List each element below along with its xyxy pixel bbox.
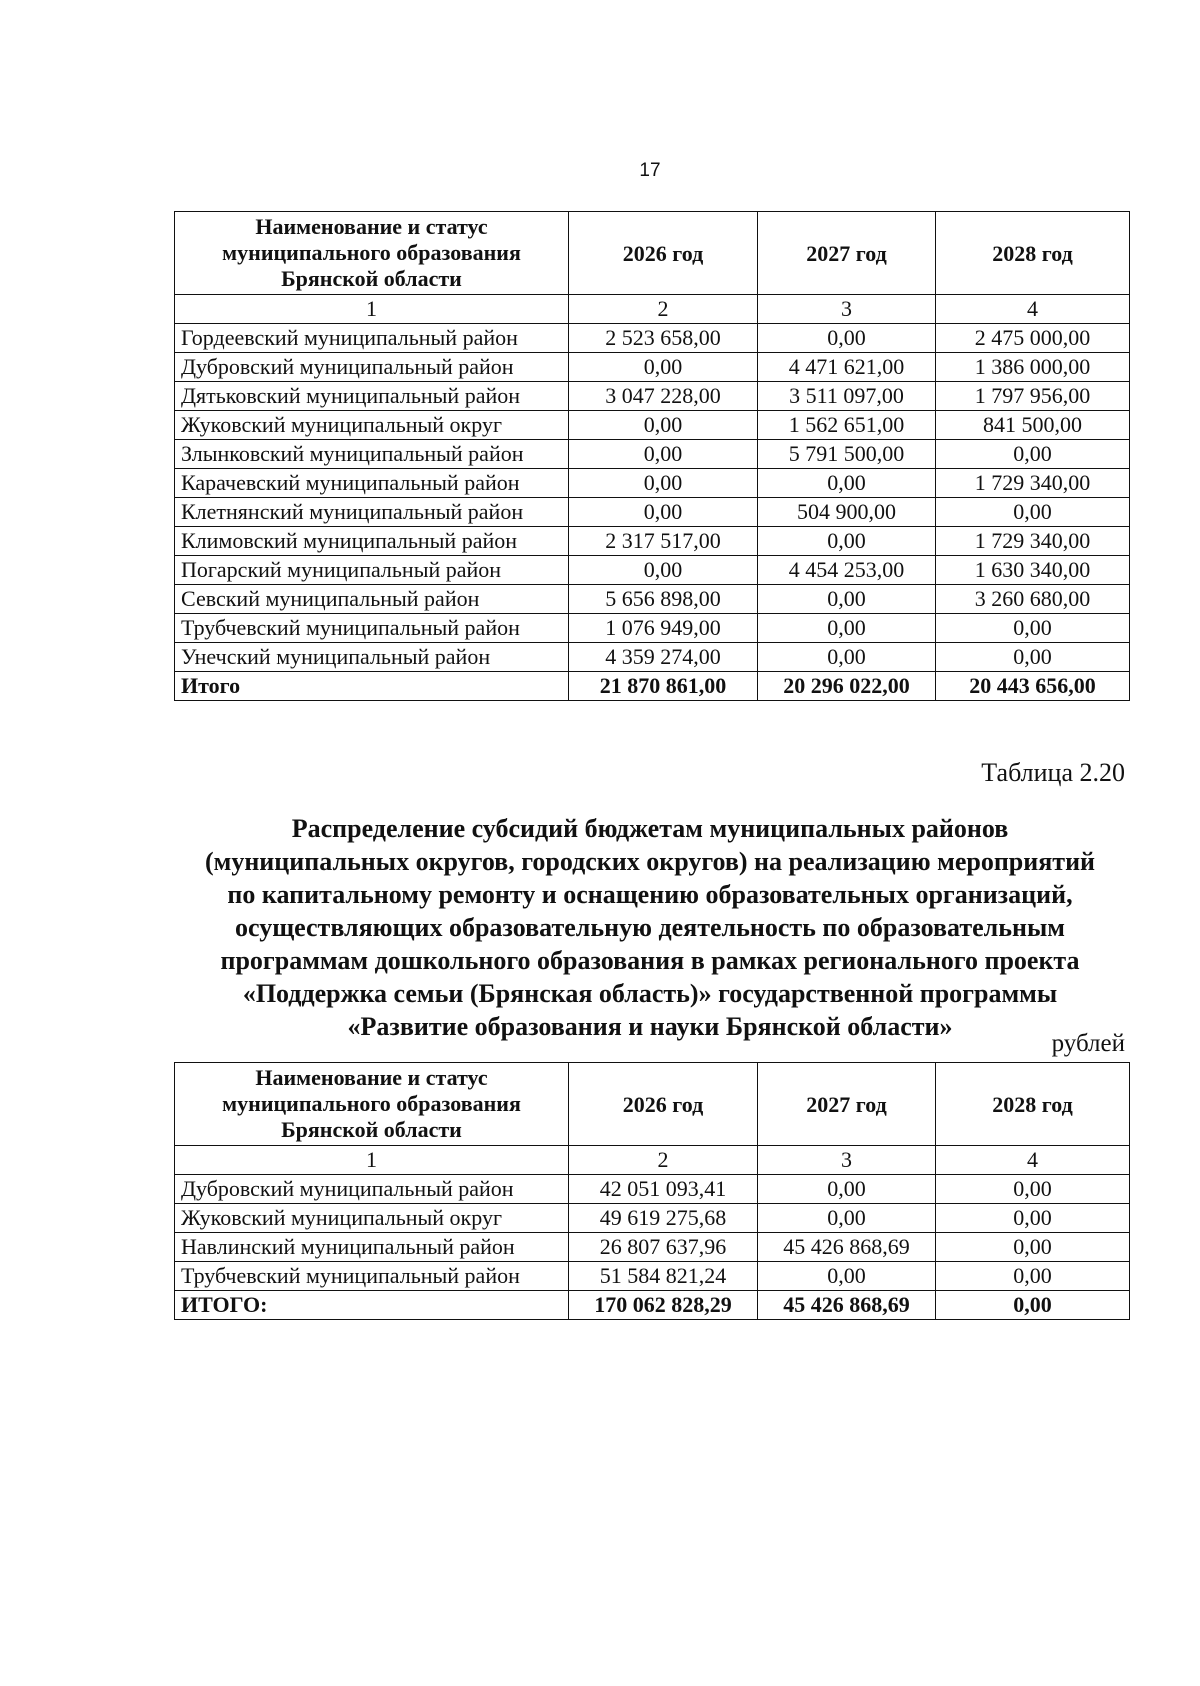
cell-value: 841 500,00 — [936, 411, 1130, 440]
table-row — [175, 1233, 1130, 1262]
cell-value: 4 — [936, 295, 1130, 324]
table-row — [175, 643, 1130, 672]
cell-name: Клетнянский муниципальный район — [175, 498, 569, 527]
cell-name: Трубчевский муниципальный район — [175, 614, 569, 643]
cell-value: 0,00 — [936, 1175, 1130, 1204]
cell-value: 49 619 275,68 — [569, 1204, 758, 1233]
table-header-row — [175, 1063, 1130, 1146]
cell-value: 2 523 658,00 — [569, 324, 758, 353]
title-line: «Поддержка семьи (Брянская область)» государственной программы — [242, 979, 1058, 1008]
page-number: 17 — [639, 160, 661, 181]
cell-value: 504 900,00 — [758, 498, 936, 527]
cell-value: 4 359 274,00 — [569, 643, 758, 672]
header-2028: 2028 год — [936, 212, 1130, 295]
cell-name: Дятьковский муниципальный район — [175, 382, 569, 411]
cell-value: 20 296 022,00 — [758, 672, 936, 701]
header-name-line: Брянской области — [281, 266, 462, 291]
cell-value: 0,00 — [758, 614, 936, 643]
cell-name: Навлинский муниципальный район — [175, 1233, 569, 1262]
cell-value: 5 656 898,00 — [569, 585, 758, 614]
table-row — [175, 353, 1130, 382]
cell-value: 1 630 340,00 — [936, 556, 1130, 585]
cell-value: 2 — [569, 1146, 758, 1175]
cell-value: 2 317 517,00 — [569, 527, 758, 556]
cell-value: 5 791 500,00 — [758, 440, 936, 469]
cell-value: 0,00 — [569, 440, 758, 469]
cell-value: 1 076 949,00 — [569, 614, 758, 643]
table-row — [175, 469, 1130, 498]
header-2027: 2027 год — [758, 1063, 936, 1146]
total-row — [175, 1291, 1130, 1320]
cell-value: 51 584 821,24 — [569, 1262, 758, 1291]
cell-value: 42 051 093,41 — [569, 1175, 758, 1204]
cell-value: 1 386 000,00 — [936, 353, 1130, 382]
cell-value: 26 807 637,96 — [569, 1233, 758, 1262]
table-row — [175, 1204, 1130, 1233]
header-name-column — [175, 1063, 569, 1146]
table-row — [175, 1262, 1130, 1291]
index-row — [175, 1146, 1130, 1175]
cell-value: 4 454 253,00 — [758, 556, 936, 585]
table-row — [175, 382, 1130, 411]
units-label: рублей — [1051, 1030, 1125, 1057]
cell-name: Дубровский муниципальный район — [175, 1175, 569, 1204]
total-row — [175, 672, 1130, 701]
title-line: «Развитие образования и науки Брянской области» — [347, 1012, 953, 1041]
cell-value: 3 — [758, 295, 936, 324]
header-name-line: Наименование и статус — [255, 214, 488, 239]
cell-name: Карачевский муниципальный район — [175, 469, 569, 498]
header-2028: 2028 год — [936, 1063, 1130, 1146]
header-name-column — [175, 212, 569, 295]
table-row — [175, 527, 1130, 556]
cell-name: 1 — [175, 1146, 569, 1175]
cell-name: Злынковский муниципальный район — [175, 440, 569, 469]
table-label: Таблица 2.20 — [981, 758, 1125, 787]
cell-value: 3 260 680,00 — [936, 585, 1130, 614]
cell-value: 0,00 — [569, 498, 758, 527]
title-line: (муниципальных округов, городских округов) на реализацию мероприятий — [204, 847, 1096, 876]
header-2027: 2027 год — [758, 212, 936, 295]
table-row — [175, 440, 1130, 469]
header-name-line: Наименование и статус — [255, 1065, 488, 1090]
table-row — [175, 411, 1130, 440]
cell-name: Жуковский муниципальный округ — [175, 411, 569, 440]
cell-name: Севский муниципальный район — [175, 585, 569, 614]
cell-value: 0,00 — [569, 469, 758, 498]
title-line: осуществляющих образовательную деятельность по образовательным — [235, 913, 1065, 942]
cell-name: Жуковский муниципальный округ — [175, 1204, 569, 1233]
cell-value: 20 443 656,00 — [936, 672, 1130, 701]
cell-value: 1 729 340,00 — [936, 527, 1130, 556]
cell-value: 170 062 828,29 — [569, 1291, 758, 1320]
cell-value: 0,00 — [758, 1204, 936, 1233]
cell-value: 0,00 — [936, 1233, 1130, 1262]
table-row — [175, 556, 1130, 585]
cell-value: 1 729 340,00 — [936, 469, 1130, 498]
cell-value: 45 426 868,69 — [758, 1291, 936, 1320]
cell-name: ИТОГО: — [175, 1291, 569, 1320]
cell-name: Итого — [175, 672, 569, 701]
table-row — [175, 324, 1130, 353]
cell-value: 0,00 — [569, 353, 758, 382]
cell-value: 0,00 — [936, 643, 1130, 672]
table-row — [175, 498, 1130, 527]
table-row — [175, 1175, 1130, 1204]
cell-value: 1 562 651,00 — [758, 411, 936, 440]
cell-value: 0,00 — [758, 527, 936, 556]
cell-value: 3 047 228,00 — [569, 382, 758, 411]
table-row — [175, 585, 1130, 614]
header-name-line: Брянской области — [281, 1117, 462, 1142]
cell-name: Климовский муниципальный район — [175, 527, 569, 556]
cell-value: 0,00 — [936, 1291, 1130, 1320]
title-line: по капитальному ремонту и оснащению образовательных организаций, — [227, 880, 1073, 909]
cell-value: 0,00 — [758, 643, 936, 672]
cell-value: 0,00 — [758, 585, 936, 614]
cell-value: 0,00 — [758, 324, 936, 353]
title-line: программам дошкольного образования в рамках регионального проекта — [220, 946, 1080, 975]
cell-value: 1 797 956,00 — [936, 382, 1130, 411]
cell-value: 0,00 — [936, 614, 1130, 643]
cell-value: 2 475 000,00 — [936, 324, 1130, 353]
cell-value: 0,00 — [758, 1262, 936, 1291]
subsidy-table-1 — [174, 211, 1130, 701]
cell-value: 45 426 868,69 — [758, 1233, 936, 1262]
header-2026: 2026 год — [569, 1063, 758, 1146]
cell-value: 0,00 — [758, 469, 936, 498]
cell-name: Гордеевский муниципальный район — [175, 324, 569, 353]
table-title — [150, 812, 1150, 1043]
cell-name: 1 — [175, 295, 569, 324]
cell-value: 0,00 — [569, 556, 758, 585]
cell-value: 0,00 — [936, 440, 1130, 469]
cell-name: Погарский муниципальный район — [175, 556, 569, 585]
table-row — [175, 614, 1130, 643]
cell-name: Трубчевский муниципальный район — [175, 1262, 569, 1291]
cell-value: 4 — [936, 1146, 1130, 1175]
cell-value: 3 — [758, 1146, 936, 1175]
cell-value: 0,00 — [758, 1175, 936, 1204]
cell-value: 0,00 — [936, 498, 1130, 527]
cell-value: 0,00 — [569, 411, 758, 440]
title-line: Распределение субсидий бюджетам муниципальных районов — [291, 814, 1009, 843]
header-2026: 2026 год — [569, 212, 758, 295]
cell-value: 2 — [569, 295, 758, 324]
cell-name: Дубровский муниципальный район — [175, 353, 569, 382]
cell-value: 4 471 621,00 — [758, 353, 936, 382]
cell-value: 0,00 — [936, 1262, 1130, 1291]
subsidy-table-2 — [174, 1062, 1130, 1320]
header-name-line: муниципального образования — [222, 1091, 521, 1116]
cell-value: 21 870 861,00 — [569, 672, 758, 701]
cell-value: 0,00 — [936, 1204, 1130, 1233]
table-header-row — [175, 212, 1130, 295]
cell-name: Унечский муниципальный район — [175, 643, 569, 672]
index-row — [175, 295, 1130, 324]
header-name-line: муниципального образования — [222, 240, 521, 265]
cell-value: 3 511 097,00 — [758, 382, 936, 411]
